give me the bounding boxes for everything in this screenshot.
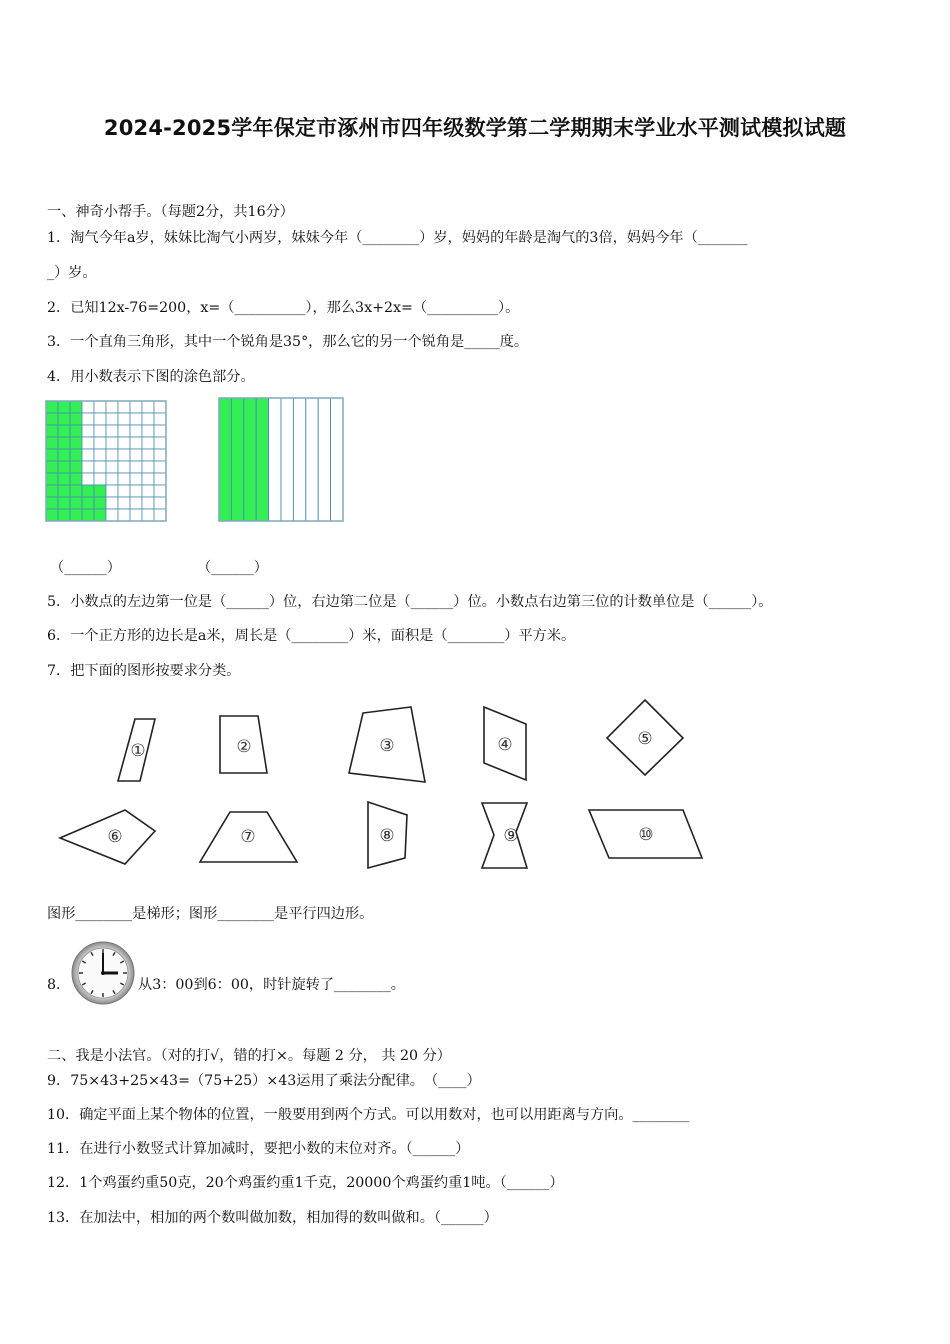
bar-column xyxy=(331,398,343,521)
grid-cell-shaded xyxy=(70,497,82,509)
grid-cell xyxy=(94,425,106,437)
grid-cell xyxy=(118,413,130,425)
grid-cell-shaded xyxy=(46,425,58,437)
question-4: 4．用小数表示下图的涂色部分。 xyxy=(47,369,255,385)
grid-cell-shaded xyxy=(46,437,58,449)
grid-cell xyxy=(106,473,118,485)
grid-cell xyxy=(106,485,118,497)
grid-cell xyxy=(94,437,106,449)
grid-cell xyxy=(154,401,166,413)
shape-label-7: ⑦ xyxy=(240,827,256,847)
grid-cell-shaded xyxy=(46,449,58,461)
question-8-text: 从3：00到6：00，时针旋转了________。 xyxy=(138,977,405,993)
grid-cell xyxy=(154,449,166,461)
question-7: 7．把下面的图形按要求分类。 xyxy=(47,663,241,679)
grid-cell-shaded xyxy=(58,509,70,521)
grid-cell xyxy=(118,473,130,485)
hundred-grid-figure xyxy=(45,400,167,522)
grid-cell-shaded xyxy=(46,413,58,425)
grid-cell-shaded xyxy=(94,485,106,497)
grid-cell xyxy=(106,401,118,413)
bar-column xyxy=(306,398,318,521)
grid-cell xyxy=(82,413,94,425)
question-6: 6．一个正方形的边长是a米，周长是（________）米，面积是（________）平方米。 xyxy=(47,628,576,644)
grid-cell-shaded xyxy=(58,413,70,425)
bar-column-shaded xyxy=(231,398,243,521)
question-7-answer: 图形________是梯形；图形________是平行四边形。 xyxy=(47,906,374,922)
grid-cell-shaded xyxy=(82,497,94,509)
grid-cell-shaded xyxy=(58,401,70,413)
grid-cell xyxy=(142,461,154,473)
grid-cell xyxy=(142,437,154,449)
grid-cell xyxy=(118,437,130,449)
grid-cell-shaded xyxy=(58,473,70,485)
grid-cell-shaded xyxy=(46,473,58,485)
shape-label-3: ③ xyxy=(379,736,395,756)
grid-cell xyxy=(82,449,94,461)
bar-column xyxy=(293,398,305,521)
grid-cell xyxy=(142,485,154,497)
grid-cell xyxy=(154,437,166,449)
grid-cell xyxy=(154,461,166,473)
grid-cell xyxy=(130,425,142,437)
grid-cell xyxy=(118,485,130,497)
grid-cell xyxy=(106,509,118,521)
grid-cell-shaded xyxy=(58,425,70,437)
grid-cell xyxy=(142,473,154,485)
grid-cell xyxy=(118,401,130,413)
grid-cell xyxy=(130,485,142,497)
grid-cell xyxy=(82,425,94,437)
grid-cell-shaded xyxy=(82,509,94,521)
tenths-bar-figure xyxy=(218,397,345,522)
grid-cell xyxy=(142,497,154,509)
grid-cell xyxy=(142,425,154,437)
grid-cell xyxy=(118,509,130,521)
grid-cell-shaded xyxy=(58,485,70,497)
grid-cell xyxy=(154,509,166,521)
grid-cell-shaded xyxy=(46,461,58,473)
grid-cell-shaded xyxy=(70,413,82,425)
grid-cell xyxy=(142,449,154,461)
bar-column xyxy=(281,398,293,521)
grid-cell-shaded xyxy=(70,461,82,473)
shape-label-2: ② xyxy=(236,737,252,757)
grid-cell-shaded xyxy=(70,449,82,461)
grid-cell xyxy=(106,449,118,461)
question-2: 2．已知12x-76=200，x=（__________），那么3x+2x=（__________）。 xyxy=(47,300,520,316)
grid-cell xyxy=(94,413,106,425)
grid-cell xyxy=(154,473,166,485)
grid-cell-shaded xyxy=(58,461,70,473)
grid-cell xyxy=(142,401,154,413)
grid-cell xyxy=(94,449,106,461)
question-12: 12．1个鸡蛋约重50克，20个鸡蛋约重1千克，20000个鸡蛋约重1吨。（______） xyxy=(47,1175,564,1191)
shape-label-4: ④ xyxy=(497,735,513,755)
question-4-blank-1: （______） xyxy=(50,560,121,576)
clock-icon xyxy=(70,940,136,1006)
question-11: 11．在进行小数竖式计算加减时，要把小数的末位对齐。（______） xyxy=(47,1141,470,1157)
grid-cell xyxy=(106,413,118,425)
shape-label-10: ⑩ xyxy=(638,825,654,845)
question-10: 10．确定平面上某个物体的位置，一般要用到两个方式。可以用数对，也可以用距离与方向。________ xyxy=(47,1107,690,1123)
grid-cell-shaded xyxy=(70,473,82,485)
grid-cell xyxy=(142,413,154,425)
question-13: 13．在加法中，相加的两个数叫做加数，相加得的数叫做和。（______） xyxy=(47,1210,498,1226)
grid-cell xyxy=(82,473,94,485)
grid-cell xyxy=(94,401,106,413)
grid-cell xyxy=(154,485,166,497)
grid-cell-shaded xyxy=(70,437,82,449)
bar-column-shaded xyxy=(256,398,268,521)
grid-cell-shaded xyxy=(70,401,82,413)
grid-cell xyxy=(106,425,118,437)
grid-cell xyxy=(118,449,130,461)
grid-cell xyxy=(154,497,166,509)
question-4-blank-2: （______） xyxy=(197,560,268,576)
grid-cell xyxy=(142,509,154,521)
shape-label-8: ⑧ xyxy=(379,826,395,846)
grid-cell-shaded xyxy=(94,509,106,521)
grid-cell xyxy=(106,461,118,473)
grid-cell xyxy=(130,497,142,509)
grid-cell-shaded xyxy=(58,449,70,461)
grid-cell-shaded xyxy=(70,425,82,437)
bar-column xyxy=(318,398,330,521)
grid-cell xyxy=(94,461,106,473)
grid-cell xyxy=(130,449,142,461)
section-2-heading: 二、我是小法官。（对的打√，错的打×。每题 2 分， 共 20 分） xyxy=(47,1048,451,1064)
question-5: 5．小数点的左边第一位是（______）位，右边第二位是（______）位。小数点右边第三位的计数单位是（______）。 xyxy=(47,594,773,610)
grid-cell xyxy=(154,425,166,437)
shape-label-9: ⑨ xyxy=(503,826,519,846)
grid-cell-shaded xyxy=(46,497,58,509)
question-9: 9．75×43+25×43=（75+25）×43运用了乘法分配律。 （____） xyxy=(47,1073,481,1089)
grid-cell xyxy=(154,413,166,425)
grid-cell xyxy=(106,497,118,509)
grid-cell xyxy=(130,461,142,473)
grid-cell xyxy=(130,509,142,521)
grid-cell-shaded xyxy=(46,485,58,497)
grid-cell-shaded xyxy=(58,437,70,449)
grid-cell-shaded xyxy=(46,401,58,413)
grid-cell xyxy=(130,437,142,449)
grid-cell xyxy=(82,461,94,473)
grid-cell xyxy=(106,437,118,449)
grid-cell xyxy=(118,425,130,437)
grid-cell xyxy=(94,473,106,485)
grid-cell xyxy=(82,437,94,449)
question-1-line-1: 1．淘气今年a岁，妹妹比淘气小两岁，妹妹今年（________）岁，妈妈的年龄是淘气的3倍，妈妈今年（_______ xyxy=(47,230,748,246)
grid-cell xyxy=(118,461,130,473)
grid-cell-shaded xyxy=(70,509,82,521)
grid-cell xyxy=(130,473,142,485)
grid-cell-shaded xyxy=(70,485,82,497)
grid-cell-shaded xyxy=(58,497,70,509)
shapes-figure xyxy=(40,690,720,875)
question-1-line-2: _）岁。 xyxy=(47,265,97,281)
shape-label-6: ⑥ xyxy=(107,827,123,847)
grid-cell xyxy=(130,401,142,413)
grid-cell-shaded xyxy=(94,497,106,509)
grid-cell xyxy=(118,497,130,509)
grid-cell-shaded xyxy=(46,509,58,521)
grid-cell xyxy=(130,413,142,425)
bar-column-shaded xyxy=(219,398,231,521)
question-8-number: 8． xyxy=(47,977,71,993)
grid-cell xyxy=(82,401,94,413)
shape-label-1: ① xyxy=(130,741,146,761)
shape-label-5: ⑤ xyxy=(637,729,653,749)
question-3: 3．一个直角三角形，其中一个锐角是35°，那么它的另一个锐角是_____度。 xyxy=(47,334,529,350)
bar-column-shaded xyxy=(244,398,256,521)
page-title: 2024-2025学年保定市涿州市四年级数学第二学期期末学业水平测试模拟试题 xyxy=(103,116,847,140)
grid-cell-shaded xyxy=(82,485,94,497)
bar-column xyxy=(269,398,281,521)
section-1-heading: 一、神奇小帮手。（每题2分，共16分） xyxy=(47,204,294,220)
